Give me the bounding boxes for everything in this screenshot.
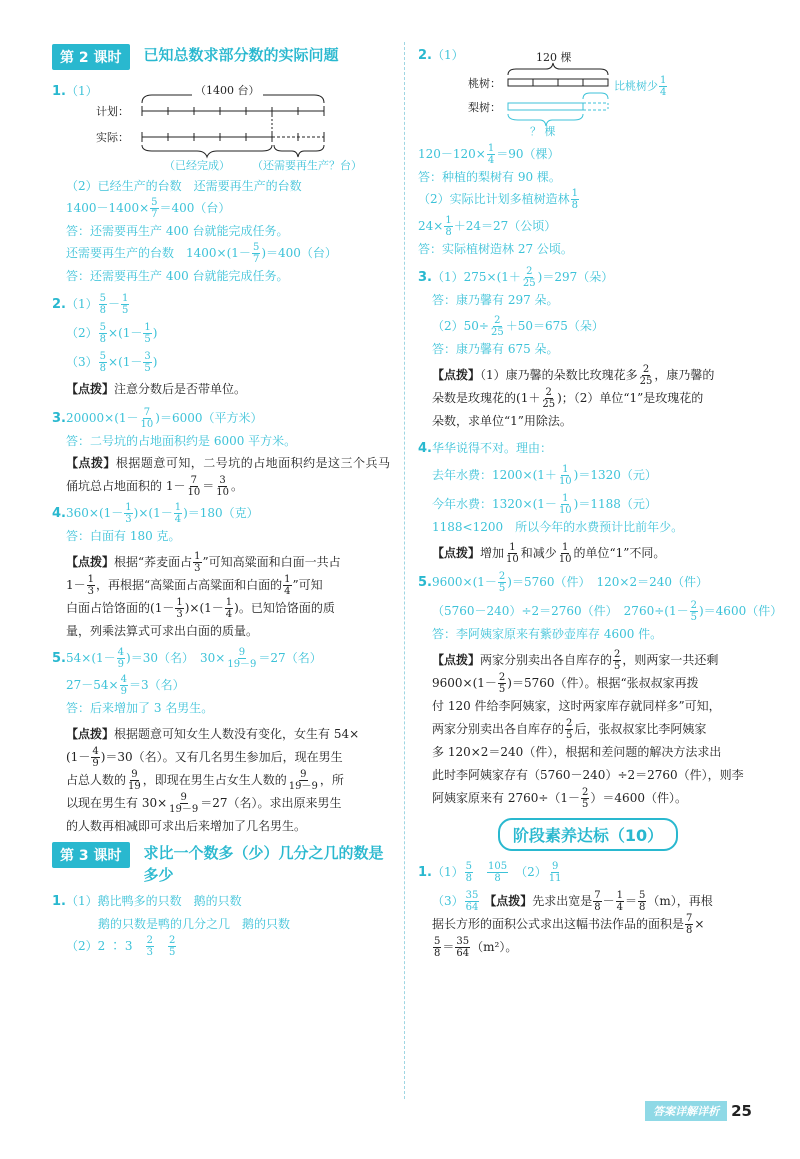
actual-label: 实际： <box>96 131 129 144</box>
lesson-tag: 第 3 课时 <box>52 842 130 868</box>
pear-label: 梨树： <box>468 101 501 114</box>
q4-tip: 【点拨】根据“荞麦面占 $\frac{1}{3}$ ”可知高粱面和白面一共占 1－ $\frac{1}{3}$ ，再根据“高粱面占高粱面和白面的 $\frac{1}{4}$ ”可知 白面占饸饹面的(1－ $\frac{1}{3}$ )×(1－ $\frac{1}{4}$ )。已知饸饹面的质 量，列乘法算式可求出白面的质量。 <box>66 551 341 638</box>
r-q5-tip: 【点拨】两家分别卖出各自库存的 $\frac{2}{5}$ ，则两家一共还剩 9600×(1－ $\frac{2}{5}$ )＝5760（件）。根据“张叔叔家再拨 付 120 件给李阿姨家，这时两家库存就同样多”可知， 两家分别卖出各自库存的 $\frac{2}{5}$ 后，张叔叔家比李阿姨家 多 120×2＝240（件），根据和差问题的解决方法求出 此时李阿姨家存有（5760－240）÷2＝2760（件），则李 阿姨家原来有 2760÷（1－ $\frac{2}{5}$ ）＝4600（件）。 <box>432 649 744 810</box>
stage-banner: 阶段素养达标（10） <box>498 818 678 851</box>
tree-svg <box>418 47 748 137</box>
page-number: 25 <box>731 1102 752 1120</box>
stage-q1-l1: 1.（1） $\frac{5}{8}$ $\frac{105}{8}$ （2） $\frac{9}{11}$ <box>418 861 562 884</box>
q1-answer2: 答：还需要再生产 400 台就能完成任务。 <box>66 269 289 283</box>
total-label: （1400 台） <box>192 82 263 98</box>
r-q3-l1: 3.（1）275×(1＋ $\frac{2}{25}$ )＝297（朵） <box>418 266 614 289</box>
q4-eq: 4.360×(1－ $\frac{1}{3}$ )×(1－ $\frac{1}{4}$ )＝180（克） <box>52 502 259 525</box>
r-q5-l1: 5.9600×(1－ $\frac{2}{5}$ )＝5760（件） 120×2＝240（件） <box>418 571 709 594</box>
r-q3-answer2: 答：康乃馨有 675 朵。 <box>432 342 559 356</box>
lesson-2-header <box>52 44 390 70</box>
lesson-3-header <box>52 842 390 886</box>
r-q2-l3: （2）实际比计划多植树造林 $\frac{1}{8}$ <box>418 188 579 211</box>
r-q4-head: 4.华华说得不对。理由： <box>418 441 552 456</box>
r-q2-answer2: 答：实际植树造林 27 公顷。 <box>418 242 573 256</box>
footer-ribbon: 答案详解详析 <box>645 1101 727 1121</box>
lesson-tag: 第 2 课时 <box>52 44 130 70</box>
r-q3-answer1: 答：康乃馨有 297 朵。 <box>432 293 559 307</box>
l3-q1-line3: （2）2 ∶ 3 $\frac{2}{3}$ $\frac{2}{5}$ <box>66 935 176 958</box>
peach-label: 桃树： <box>468 77 501 90</box>
q3-eq: 3.20000×(1－ $\frac{7}{10}$ )＝6000（平方米） <box>52 407 263 430</box>
r-q2-l4: 24× $\frac{1}{8}$ ＋24＝27（公顷） <box>418 215 557 238</box>
lesson-title: 求比一个数多（少）几分之几的数是多少 <box>143 844 384 884</box>
r-q2-l1: 120－120× $\frac{1}{4}$ ＝90（棵） <box>418 143 560 166</box>
q2-p1: 2.（1） $\frac{5}{8}$ － $\frac{1}{5}$ <box>52 293 129 316</box>
q5-answer: 答：后来增加了 3 名男生。 <box>66 701 214 715</box>
need-label: （还需要再生产？台） <box>252 159 362 172</box>
l3-q1-line2: 鹅的只数是鸭的几分之几 鹅的只数 <box>98 917 291 931</box>
q5-tip: 【点拨】根据题意可知女生人数没有变化，女生有 54× (1－ $\frac{4}{9}$ )＝30（名）。又有几名男生参加后，现在男生 占总人数的 $\frac{9}{19}$ ，即现在男生占女生人数的 $\frac{9}{19-9}$ ，所 以现在男生有 30× $\frac{9}{19-9}$ ＝27（名）。求出原来男生 的人数再相减即可求出后来增加了几名男生。 <box>66 727 360 833</box>
r-q3-l3: （2）50÷ $\frac{2}{25}$ ＋50＝675（朵） <box>432 315 604 338</box>
r-q5-answer: 答：李阿姨家原来有紫砂壶库存 4600 件。 <box>432 627 663 641</box>
line-segment-diagram <box>52 84 390 172</box>
page-footer <box>645 1101 752 1121</box>
right-column <box>418 44 783 959</box>
r-q5-l2: （5760－240）÷2＝2760（件） 2760÷(1－ $\frac{2}{5}$ )＝4600（件） <box>432 600 783 623</box>
q2-p2: （2） $\frac{5}{8}$ ×(1－ $\frac{1}{5}$ ) <box>66 322 158 345</box>
l3-q1-line1: 1.（1）鹅比鸭多的只数 鹅的只数 <box>52 894 242 909</box>
stage-q1-l2: （3） $\frac{35}{64}$ 【点拨】先求出宽是 $\frac{7}{8}$ － $\frac{1}{4}$ ＝ $\frac{5}{8}$ （m），再根 据长方形的面积公式求出这幅书法作品的面积是 $\frac{7}{8}$ × $\frac{5}{8}$ ＝ $\frac{35}{64}$ （m²）。 <box>432 890 713 959</box>
plan-label: 计划： <box>96 105 129 118</box>
r-q4-l1: 去年水费：1200×(1＋ $\frac{1}{10}$ )＝1320（元） <box>432 464 657 487</box>
r-q4-l2: 今年水费：1320×(1－ $\frac{1}{10}$ )＝1188（元） <box>432 493 657 516</box>
q5-eq1: 5.54×(1－ $\frac{4}{9}$ )＝30（名） 30× $\frac{9}{19-9}$ ＝27（名） <box>52 647 322 670</box>
q1-heading: 1.（1） <box>52 84 98 99</box>
r-q4-l3: 1188<1200 所以今年的水费预计比前年少。 <box>432 520 684 534</box>
r-q2-answer1: 答：种植的梨树有 90 棵。 <box>418 170 561 184</box>
less-label: 比桃树少 $\frac{1}{4}$ <box>614 75 667 98</box>
q4-answer: 答：白面有 180 克。 <box>66 529 181 543</box>
r-q2-heading: 2.（1） <box>418 48 464 63</box>
tree-total-label: 120 棵 <box>536 51 572 64</box>
q1-line2: （2）已经生产的台数 还需要再生产的台数 <box>66 179 302 193</box>
q2-p3: （3） $\frac{5}{8}$ ×(1－ $\frac{3}{5}$ ) <box>66 351 158 374</box>
column-divider <box>404 42 405 1099</box>
left-column <box>52 44 390 958</box>
q1-line5: 还需要再生产的台数 1400×(1－ $\frac{5}{7}$ )＝400（台） <box>66 242 337 265</box>
r-q3-tip: 【点拨】（1）康乃馨的朵数比玫瑰花多 $\frac{2}{25}$ ，康乃馨的 朵数是玫瑰花的(1＋ $\frac{2}{25}$ )；（2）单位“1”是玫瑰花的 朵数，求单位“1”用除法。 <box>432 364 715 428</box>
q1-line3: 1400－1400× $\frac{5}{7}$ ＝400（台） <box>66 197 231 220</box>
done-label: （已经完成） <box>164 159 230 172</box>
q3-tip: 【点拨】根据题意可知，二号坑的占地面积约是这三个兵马俑坑总占地面积的 1－ $\frac{7}{10}$ ＝ $\frac{3}{10}$ 。 <box>66 456 390 498</box>
q5-eq3: 27－54× $\frac{4}{9}$ ＝3（名） <box>66 674 185 697</box>
q1-answer1: 答：还需要再生产 400 台就能完成任务。 <box>66 224 289 238</box>
lesson-title: 已知总数求部分数的实际问题 <box>143 46 339 64</box>
q2-tip: 【点拨】注意分数后是否带单位。 <box>66 382 247 396</box>
q3-answer: 答：二号坑的占地面积约是 6000 平方米。 <box>66 434 297 448</box>
unknown-label: ？ 棵 <box>530 125 556 138</box>
tree-diagram <box>418 47 758 137</box>
r-q4-tip: 【点拨】增加 $\frac{1}{10}$ 和减少 $\frac{1}{10}$ 的单位“1”不同。 <box>432 542 666 565</box>
